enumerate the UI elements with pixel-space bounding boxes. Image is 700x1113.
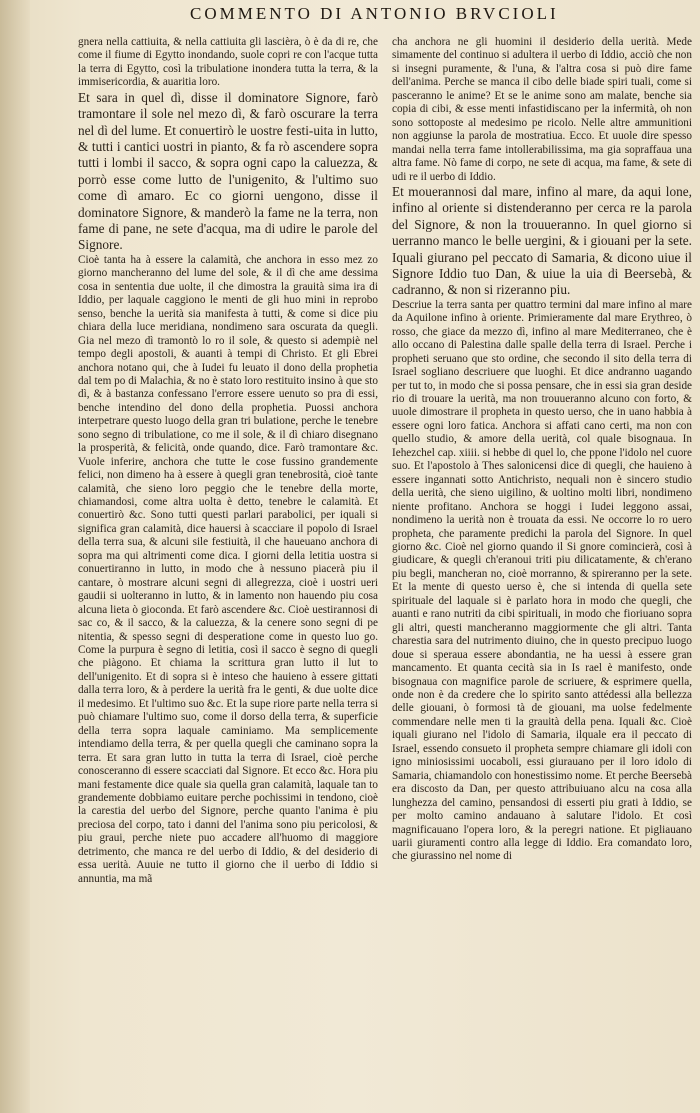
left-paragraph-3: Cioè tanta ha à essere la calamità, che anchora in esso mez zo giorno mancheranno del lume del sole, & il dì che ame dessima cosa in sententia due uolte, il che dimostra la grauità sima ira di Iddio, per laquale caggiono le menti de gli huo mini in reprobo senso, benche la uerità sia manifesta à tutti, & come si dice piu chiara della luce meridiana, nondimeno sara oscurata da quegli. Gia nel mezo dì tramontò lo ro il sole, & questo si adempiè nel tempo degli apostoli, & auanti à tempi di Christo. Et gli Ebrei anchora notano qui, che à Iudei fu leuato il dono della prophetia dal tem po di Malachia, & no è stato loro restituito insino à que sto dì, & à bastanza confessano l'errore essere uenuto so pra di essi, benche intendino del dono della prophetia. Puossi anchora interpetrare questo luogo della gran tri bulatione, perche le tenebre sono segno di tribulatione, co me il sole, & il dì chiaro disegnano la prosperità, & felicità, onde quando, dice. Farò tramontare &c. Vuole inferire, anchora che tutte le cose fussino grandemente felici, non dimeno ha à essere à quegli gran tenebrosità, cioè tante calamità, che sieno loro peggio che le tenebre della morte, chiamandosi, come altra uolta è detto, tenebre le calamità. Et conuertirò &c. Sono tutti questi parlari parabolici, per iquali si significa gran calamità, dice hauersi à scacciare il popolo di Israel della terra sua, & alcuni sile festiuità, il che haueuano anchora di sopra ma qui altrimenti come dica. I giorni della letitia uostra si conuertiranno in lutto, in modo che à nessuno piacerà piu il cantare, ò mostrare alcuni segni di allegrezza, cioè i uostri ueri gaudii si uolteranno in lutto, & in lamento non hauendo piu cosa alcuna lieta ò gioconda. Et farò ascendere &c. Cioè uestirannosi di sac co, & il sacco, & la caluezza, & la cenere sono segni di pe nitentia, & spesso segni di desperatione come in questo luo go. Come la purpura è segno di letitia, così il sacco è segno di quegli che piàgono. Et chiama la scrittura gran lutto il lut to dell'unigenito. Et di sopra si è inteso che hauieno à essere gittati dalla terra loro, & à perdere la uerità fra le genti, & due uolte dice il medesimo. Et l'ultimo suo &c. Et la supe riore parte nella terra si può chiamare l'ultimo suo, come il dorso della terra, & superficie della terra sopra laquale caminiamo. Ma semplicemente intendiamo della terra, & per quella quegli che caminano sopra la terra. Et sara gran lutto in tutta la terra di Israel, cioè perche conosceranno di essere scacciati dal Signore. Et ecco &c. Hora piu mani festamente dice quale sia quella gran calamità, laquale tan to grandemente dobbiamo euitare perche pochissimi in tendono, cioè la carestia del uerbo del Signore, perche quanto l'anima è piu preciosa del corpo, tato i danni del l'anima sono piu pericolosi, & piu graui, perche niete puo accadere all'huomo di maggiore detrimento, che manca re del uerbo di Iddio, & del desiderio di essa uerità. Auuie ne tutto il giorno che il uerbo di Iddio si annuntia, ma mã [78,253,378,885]
left-paragraph-2: Et sara in quel dì, disse il dominatore Signore, farò tramontare il sole nel mezo dì, & farò oscurare la terra nel dì del lume. Et conuertirò le uostre festi-uita in lutto, & tutti i cantici uostri in pianto, & fa rò ascendere sopra tutti i lombi il sacco, & sopra ogni capo la caluezza, & porrò esse come lutto de l'unigenito, & l'ultimo suo come dì amaro. Ec co giorni uengono, disse il dominatore Signore, & manderò la fame ne la terra, non fame di pane, ne sete d'acqua, ma di udire le parole del Signore. [78,89,378,253]
page-gutter [0,0,30,1113]
running-header: COMMENTO DI ANTONIO BRVCIOLI [190,4,559,23]
right-paragraph-3: Descriue la terra santa per quattro termini dal mare infino al mare da Aquilone infino à oriente. Primieramente dal mare Erythreo, ò rosso, che giace da mezzo dì, infino al mare Mediterraneo, che è allo occano di Palestina dalle spalle della terra di Israel. Perche i propheti seruano que sto ordine, che secondo il sito della terra di Israel sogliano descriuere que luoghi. Et dice andranno uagando per tut to, in modo che si possa pensare, che in essi sia gran deside rio di trouare la uerità, ma non trouueranno alcuno con forto, & uuole dimostrare il propheta in questo uerso, che in uano habbia à essere ogni loro fatica. Anchora si affati cano certi, ma non con quello studio, & amore della uerità, col quale bisognaua. In Iehezchel cap. xiiii. si hebbe di quel lo, che ppone l'idolo nel cuore suo. Et l'apostolo à Thes salonicensi dice di quegli, che hauieno à essere ingannati sotto Antichristo, nequali non è sincero studio della uerità, che sieno uigilino, & uoltino molti libri, nondimeno niente profitano. Anchora se hoggi i Iudei leggono assai, nondimeno la uerità non è trouata da essi. Ne occorre lo ro uero propheta, che paramente predichi la parola del Signore. In quel giorno &c. Cioè nel giorno quando il Si gnore comincierà, così à giudicare, & quegli ch'eranoui triti piu dilicatamente, & ch'erano piu begli, mancheran no, cioè morranno, & spireranno per la sete. Et la mente di questo uerso è, che si intenda di quella sete spirituale del laquale si è parlato hora in modo che quegli, che auanti e rano nutriti da cibi spirituali, in modo che fioriuano sopra gli altri, questi mancheranno maggiormente che gli altri. Tanta charestia sara del nutrimento diuino, che in questo precipuo luogo doue si speraua essere abondantia, ne ha uessi à essere gran mancamento. Et quanta cecità sia in Is rael è manifesto, onde bisognaua con magnifice parole de scriuere, & esprimere quella, onde non è da credere che lo spirito santo attédessi alla bellezza delle giouani, ò formosi tà de giouani, ma uolse fedelmente commendare nelle men ti la grauità della pena. Iquali &c. Cioè iquali giurano nel l'idolo di Samaria, ilquale era il peccato di Israel, essendo consueto il propheta sempre chiamare gli idoli con igno miniosissimi uocaboli, essi giurauano per il loro idolo di Samaria, chiamandolo con honestissimo nome. Et perche Beersebà era discosto da Dan, per questo attribuiuano alcu na cosa alla lunghezza del camino, pensandosi di esserti piu grati à Iddio, se per molto camino andauano à salutare l'idolo. Et così magnificauano l'opera loro, & la peregri natione. Et pigliauano uarii giuramenti contro alla legge di Iddio. Era comandato loro, che giurassino nel nome di [392,298,692,863]
left-paragraph-1: gnera nella cattiuita, & nella cattiuita gli lascièra, ò è da di re, che come il fiume di Egytto inondando, suole copri re con l'acque tutta la terra di Egytto, così la tribulatione inondera tutta la terra, & la immisericordia, & auaritia loro. [78,36,378,89]
right-paragraph-1: cha anchora ne gli huomini il desiderio della uerità. Mede simamente del continuo si adultera il uerbo di Iddio, acciò che non si insegni puramente, & l'una, & l'altra cosa si può dire fame dell'anima. Perche se manca il cibo delle biade spiri tuali, come si pasceranno le anime? Et se le anime sono am malate, benche sia copia di cibi, & esse menti infastidiscano per la infermità, oh non sono sottoposte al medesimo pe ricolo. Nelle altre ammunitioni non aggiunse la parola de mostratiua. Ecco. Et uuole dire spesso mandai nella terra fame intollerabilissima, ma gia sopraffaua una altra fame. Nò fame di corpo, ne sete di acqua, ma fame, & sete di udi re il uerbo di Iddio. [392,36,692,183]
right-column [392,36,692,1095]
right-paragraph-2: Et mouerannosi dal mare, infino al mare, da aqui lone, infino al oriente si distenderanno per cerca re la parola del Signore, & non la trouueranno. In quel giorno si uerranno manco le belle uergini, & i giouani per la sete. Iquali giurano pel peccato di Samaria, & dicono uiue il Signore Iddio tuo Dan, & uiue la uia di Beersebà, & cadranno, & non si rizeranno piu. [392,183,692,298]
left-column [78,36,378,1095]
